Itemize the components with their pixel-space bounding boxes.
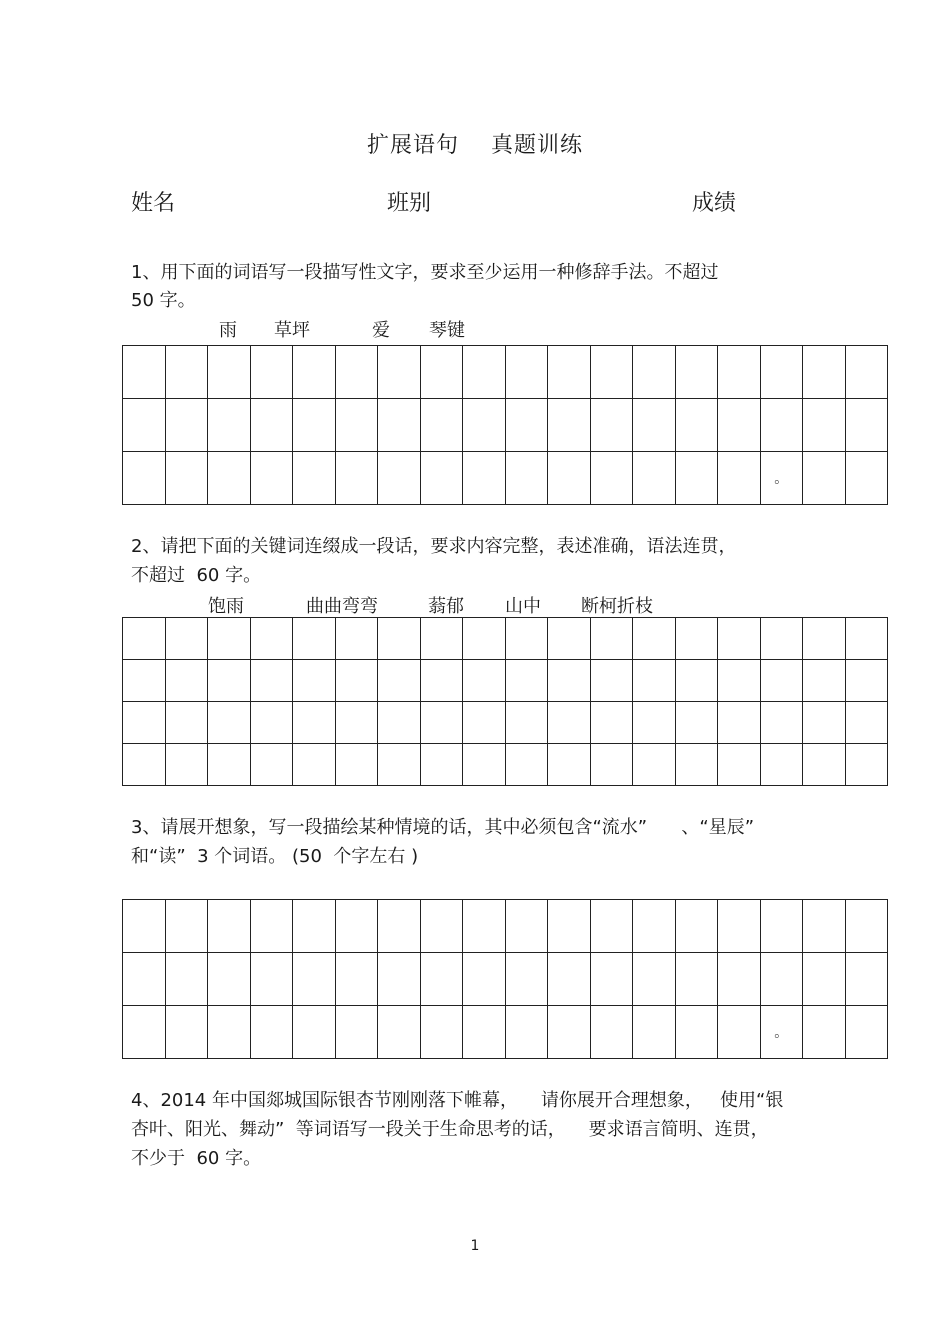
grid-cell[interactable] (463, 744, 506, 786)
grid-cell[interactable] (293, 618, 336, 660)
grid-cell[interactable] (760, 346, 803, 399)
grid-cell[interactable] (165, 900, 208, 953)
grid-cell[interactable] (208, 702, 251, 744)
grid-cell[interactable] (675, 452, 718, 505)
grid-cell[interactable] (760, 900, 803, 953)
grid-cell[interactable] (760, 660, 803, 702)
title-part-2: 真题训练 (491, 133, 584, 158)
grid-cell[interactable] (293, 452, 336, 505)
grid-cell[interactable] (548, 744, 591, 786)
grid-cell[interactable] (165, 399, 208, 452)
grid-cell[interactable] (165, 452, 208, 505)
grid-cell-period-mark[interactable]: 。 (760, 452, 803, 505)
grid-cell[interactable] (463, 618, 506, 660)
grid-cell[interactable] (760, 702, 803, 744)
score-label: 成绩 (692, 191, 737, 216)
grid-cell[interactable] (293, 660, 336, 702)
grid-cell[interactable] (250, 346, 293, 399)
grid-cell[interactable] (590, 900, 633, 953)
grid-cell[interactable] (208, 618, 251, 660)
grid-cell[interactable] (420, 660, 463, 702)
question-2-line-1: 2、请把下面的关键词连缀成一段话，要求内容完整，表述准确，语法连贯， (131, 536, 737, 557)
grid-cell[interactable] (293, 953, 336, 1006)
grid-cell[interactable] (123, 660, 166, 702)
question-3-line-2: 和“读” 3 个词语。 (50 个字左右 ) (131, 846, 419, 867)
grid-cell[interactable] (633, 1006, 676, 1059)
grid-cell[interactable] (505, 618, 548, 660)
grid-cell[interactable] (675, 744, 718, 786)
grid-cell[interactable] (633, 346, 676, 399)
grid-cell[interactable] (335, 744, 378, 786)
worksheet-title (0, 128, 950, 159)
question-1-line-1: 1、用下面的词语写一段描写性文字，要求至少运用一种修辞手法。不超过 (131, 262, 719, 283)
grid-row (123, 660, 888, 702)
grid-cell[interactable] (250, 953, 293, 1006)
grid-cell[interactable] (293, 744, 336, 786)
keyword: 饱雨 (208, 596, 244, 617)
grid-cell[interactable] (590, 702, 633, 744)
grid-cell[interactable] (718, 452, 761, 505)
grid-cell[interactable] (420, 399, 463, 452)
grid-cell[interactable] (633, 452, 676, 505)
grid-cell[interactable] (548, 900, 591, 953)
grid-cell[interactable] (845, 618, 888, 660)
grid-cell[interactable] (250, 399, 293, 452)
grid-cell-period-mark[interactable]: 。 (760, 1006, 803, 1059)
grid-cell[interactable] (335, 618, 378, 660)
grid-cell[interactable] (165, 618, 208, 660)
grid-cell[interactable] (463, 660, 506, 702)
grid-cell[interactable] (633, 399, 676, 452)
grid-cell[interactable] (335, 660, 378, 702)
grid-row (123, 1006, 888, 1059)
grid-cell[interactable] (675, 1006, 718, 1059)
grid-cell[interactable] (845, 399, 888, 452)
grid-cell[interactable] (123, 953, 166, 1006)
grid-cell[interactable] (123, 744, 166, 786)
title-part-1: 扩展语句 (366, 133, 459, 158)
grid-row (123, 618, 888, 660)
grid-cell[interactable] (250, 618, 293, 660)
grid-cell[interactable] (165, 702, 208, 744)
grid-cell[interactable] (335, 399, 378, 452)
grid-cell[interactable] (378, 953, 421, 1006)
keyword: 曲曲弯弯 (306, 596, 378, 617)
grid-cell[interactable] (718, 346, 761, 399)
grid-cell[interactable] (675, 618, 718, 660)
grid-cell[interactable] (208, 346, 251, 399)
grid-cell[interactable] (293, 702, 336, 744)
grid-cell[interactable] (420, 618, 463, 660)
grid-cell[interactable] (803, 618, 846, 660)
grid-cell[interactable] (803, 702, 846, 744)
grid-cell[interactable] (505, 452, 548, 505)
answer-grid-3[interactable] (122, 899, 888, 1059)
grid-cell[interactable] (378, 346, 421, 399)
grid-cell[interactable] (293, 900, 336, 953)
grid-cell[interactable] (845, 1006, 888, 1059)
grid-cell[interactable] (378, 452, 421, 505)
grid-cell[interactable] (335, 702, 378, 744)
grid-cell[interactable] (208, 399, 251, 452)
grid-cell[interactable] (208, 953, 251, 1006)
grid-cell[interactable] (548, 1006, 591, 1059)
grid-cell[interactable] (208, 744, 251, 786)
grid-cell[interactable] (165, 660, 208, 702)
grid-cell[interactable] (123, 900, 166, 953)
grid-cell[interactable] (463, 1006, 506, 1059)
grid-cell[interactable] (675, 702, 718, 744)
grid-cell[interactable] (718, 953, 761, 1006)
grid-cell[interactable] (803, 399, 846, 452)
question-4-line-2: 杏叶、阳光、舞动” 等词语写一段关于生命思考的话， 要求语言简明、连贯， (131, 1119, 769, 1140)
grid-cell[interactable] (420, 346, 463, 399)
grid-cell[interactable] (803, 452, 846, 505)
grid-cell[interactable] (335, 346, 378, 399)
grid-cell[interactable] (208, 452, 251, 505)
grid-cell[interactable] (718, 660, 761, 702)
grid-cell[interactable] (675, 399, 718, 452)
grid-cell[interactable] (675, 346, 718, 399)
grid-cell[interactable] (505, 346, 548, 399)
grid-cell[interactable] (335, 452, 378, 505)
grid-cell[interactable] (590, 1006, 633, 1059)
grid-cell[interactable] (293, 1006, 336, 1059)
grid-cell[interactable] (590, 346, 633, 399)
grid-cell[interactable] (633, 744, 676, 786)
grid-cell[interactable] (165, 346, 208, 399)
grid-cell[interactable] (803, 953, 846, 1006)
grid-cell[interactable] (590, 744, 633, 786)
grid-cell[interactable] (548, 452, 591, 505)
grid-cell[interactable] (250, 702, 293, 744)
keyword: 山中 (505, 596, 541, 617)
grid-cell[interactable] (505, 1006, 548, 1059)
grid-cell[interactable] (420, 1006, 463, 1059)
grid-cell[interactable] (760, 399, 803, 452)
grid-cell[interactable] (675, 953, 718, 1006)
grid-cell[interactable] (250, 452, 293, 505)
grid-cell[interactable] (633, 660, 676, 702)
grid-cell[interactable] (803, 1006, 846, 1059)
grid-cell[interactable] (463, 900, 506, 953)
grid-row (123, 346, 888, 399)
grid-cell[interactable] (123, 1006, 166, 1059)
grid-cell[interactable] (378, 618, 421, 660)
grid-cell[interactable] (590, 618, 633, 660)
grid-cell[interactable] (165, 744, 208, 786)
question-4-line-3: 不少于 60 字。 (131, 1148, 262, 1169)
grid-row (123, 953, 888, 1006)
keyword: 草坪 (274, 320, 310, 341)
grid-cell[interactable] (845, 346, 888, 399)
grid-cell[interactable] (463, 399, 506, 452)
grid-cell[interactable] (463, 346, 506, 399)
grid-cell[interactable] (250, 744, 293, 786)
grid-cell[interactable] (250, 900, 293, 953)
grid-cell[interactable] (123, 702, 166, 744)
grid-cell[interactable] (208, 660, 251, 702)
grid-cell[interactable] (505, 744, 548, 786)
grid-cell[interactable] (293, 399, 336, 452)
grid-cell[interactable] (718, 618, 761, 660)
grid-cell[interactable] (505, 900, 548, 953)
grid-cell[interactable] (633, 618, 676, 660)
keyword: 蓊郁 (428, 596, 464, 617)
grid-cell[interactable] (420, 900, 463, 953)
grid-cell[interactable] (718, 900, 761, 953)
grid-cell[interactable] (590, 452, 633, 505)
grid-cell[interactable] (505, 399, 548, 452)
grid-cell[interactable] (420, 953, 463, 1006)
grid-cell[interactable] (845, 452, 888, 505)
grid-cell[interactable] (675, 660, 718, 702)
grid-cell[interactable] (845, 900, 888, 953)
grid-cell[interactable] (165, 953, 208, 1006)
grid-cell[interactable] (718, 399, 761, 452)
grid-cell[interactable] (208, 1006, 251, 1059)
grid-cell[interactable] (378, 660, 421, 702)
grid-cell[interactable] (378, 744, 421, 786)
grid-cell[interactable] (718, 744, 761, 786)
grid-cell[interactable] (378, 399, 421, 452)
grid-cell[interactable] (123, 399, 166, 452)
grid-cell[interactable] (378, 1006, 421, 1059)
answer-grid-1[interactable] (122, 345, 888, 505)
grid-cell[interactable] (505, 702, 548, 744)
grid-cell[interactable] (845, 702, 888, 744)
question-4-line-1: 4、2014 年中国郯城国际银杏节刚刚落下帷幕， 请你展开合理想象， 使用“银 (131, 1090, 784, 1111)
keyword: 爱 (372, 320, 390, 341)
grid-cell[interactable] (633, 702, 676, 744)
question-1-line-2: 50 字。 (131, 290, 196, 311)
grid-cell[interactable] (760, 953, 803, 1006)
grid-cell[interactable] (250, 660, 293, 702)
grid-cell[interactable] (803, 900, 846, 953)
grid-row (123, 900, 888, 953)
grid-cell[interactable] (548, 702, 591, 744)
keyword: 雨 (219, 320, 237, 341)
grid-cell[interactable] (463, 953, 506, 1006)
grid-cell[interactable] (378, 900, 421, 953)
answer-grid-2[interactable] (122, 617, 888, 786)
grid-cell[interactable] (760, 618, 803, 660)
grid-row (123, 744, 888, 786)
grid-cell[interactable] (760, 744, 803, 786)
grid-cell[interactable] (803, 346, 846, 399)
grid-cell[interactable] (718, 1006, 761, 1059)
grid-cell[interactable] (123, 618, 166, 660)
grid-cell[interactable] (123, 452, 166, 505)
grid-row (123, 702, 888, 744)
grid-cell[interactable] (420, 702, 463, 744)
grid-cell[interactable] (335, 900, 378, 953)
grid-cell[interactable] (335, 953, 378, 1006)
question-2-line-2: 不超过 60 字。 (131, 565, 262, 586)
grid-cell[interactable] (548, 660, 591, 702)
grid-cell[interactable] (845, 953, 888, 1006)
question-3-line-1: 3、请展开想象，写一段描绘某种情境的话，其中必须包含“流水” 、“星辰” (131, 817, 755, 838)
keyword: 断柯折枝 (581, 596, 653, 617)
keyword: 琴键 (429, 320, 465, 341)
grid-row (123, 399, 888, 452)
grid-cell[interactable] (250, 1006, 293, 1059)
grid-cell[interactable] (590, 660, 633, 702)
grid-cell[interactable] (845, 744, 888, 786)
grid-cell[interactable] (803, 744, 846, 786)
grid-cell[interactable] (675, 900, 718, 953)
grid-cell[interactable] (548, 399, 591, 452)
grid-cell[interactable] (548, 618, 591, 660)
grid-cell[interactable] (123, 346, 166, 399)
grid-cell[interactable] (293, 346, 336, 399)
grid-cell[interactable] (590, 953, 633, 1006)
grid-cell[interactable] (505, 660, 548, 702)
grid-cell[interactable] (633, 953, 676, 1006)
grid-cell[interactable] (463, 452, 506, 505)
grid-cell[interactable] (548, 346, 591, 399)
grid-row (123, 452, 888, 505)
class-label: 班别 (387, 191, 432, 216)
grid-cell[interactable] (845, 660, 888, 702)
grid-cell[interactable] (208, 900, 251, 953)
grid-cell[interactable] (633, 900, 676, 953)
grid-cell[interactable] (505, 953, 548, 1006)
grid-cell[interactable] (548, 953, 591, 1006)
grid-cell[interactable] (378, 702, 421, 744)
grid-cell[interactable] (335, 1006, 378, 1059)
name-label: 姓名 (131, 191, 176, 216)
grid-cell[interactable] (165, 1006, 208, 1059)
grid-cell[interactable] (420, 744, 463, 786)
grid-cell[interactable] (590, 399, 633, 452)
grid-cell[interactable] (463, 702, 506, 744)
grid-cell[interactable] (420, 452, 463, 505)
grid-cell[interactable] (718, 702, 761, 744)
page-number: 1 (470, 1238, 480, 1254)
grid-cell[interactable] (803, 660, 846, 702)
